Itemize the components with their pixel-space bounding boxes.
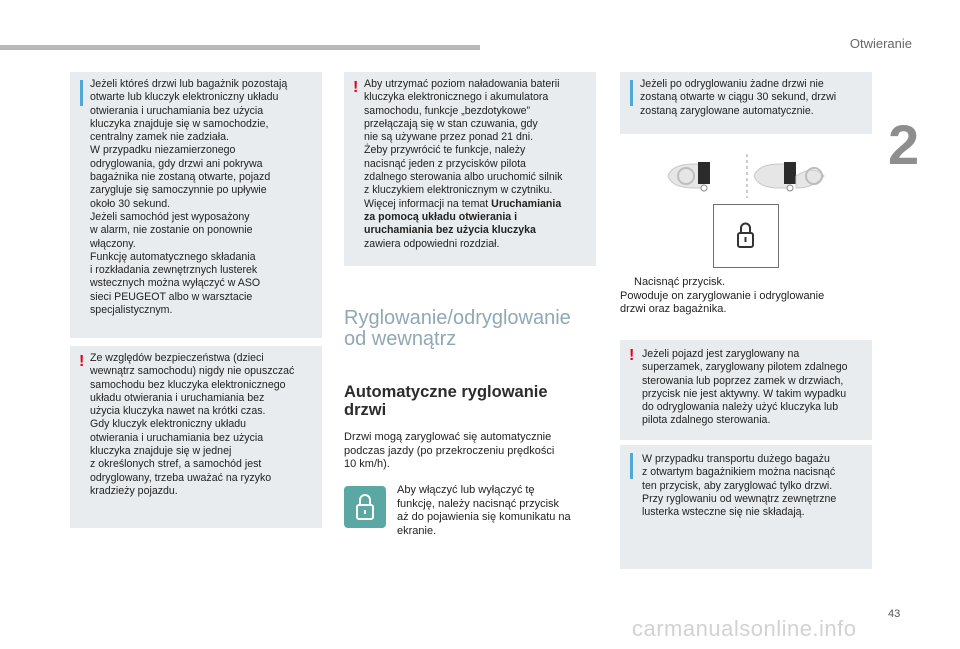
- warning-note-end: zawiera odpowiedni rozdział.: [364, 237, 500, 250]
- info-bar-icon: [630, 80, 633, 106]
- warning-note-right: [620, 340, 872, 440]
- warning-note-main: Aby utrzymać poziom naładowania baterii kluczyka elektronicznego i akumulatora samochodu, funkcje „bezdotykowe” przełączają się w stan czuwania, gdy nie są używane przez ponad 21 dni. Żeby przywrócić te funkcje, należy nacisnąć jeden z przycisków pilota zdalnego sterowania albo uruchomić silnik z kluczykiem elektronicznym w czytniku. Więcej informacji na temat: [364, 78, 563, 210]
- warning-icon: !: [629, 347, 635, 364]
- info-note-text: W przypadku transportu dużego bagażu z otwartym bagażnikiem można nacisnąć ten przycisk, aby zaryglować tylko drzwi. Przy ryglowaniu od wewnątrz zewnętrzne lusterka wsteczne się nie składają.: [642, 453, 837, 519]
- info-note-right-top: [620, 72, 872, 134]
- auto-lock-paragraph: Drzwi mogą zaryglować się automatycznie podczas jazdy (po przekroczeniu prędkości 10 km/h).: [344, 431, 555, 470]
- info-note-text: Jeżeli któreś drzwi lub bagażnik pozostają otwarte lub kluczyk elektroniczny układu otwierania i uruchamiania bez użycia kluczyka znajduje się w samochodzie, centralny zamek nie zadziała. W przypadku niezamierzonego odryglowania, gdy drzwi ani pokrywa bagażnika nie zostaną otwarte, pojazd zarygluje się samoczynnie po upływie około 30 sekund. Jeżeli samochód jest wyposażony w alarm, nie zostanie on ponownie włączony. Funkcję automatycznego składania i rozkładania zewnętrznych lusterek wstecznych można wyłączyć w ASO sieci PEUGEOT albo w warsztacie specjalistycznym.: [90, 78, 288, 317]
- info-note-right-bottom: [620, 445, 872, 569]
- press-button-instruction: [620, 276, 870, 317]
- lock-button-closeup: [713, 204, 779, 268]
- lock-button-illustration: [344, 486, 386, 528]
- warning-icon: !: [353, 79, 359, 96]
- warning-icon: !: [79, 353, 85, 370]
- subheading: Automatyczne ryglowanie drzwi: [344, 383, 548, 419]
- info-bar-icon: [80, 80, 83, 106]
- steering-wheel-icon: [664, 154, 830, 198]
- page-number: 43: [888, 608, 901, 620]
- warning-note-text: Ze względów bezpieczeństwa (dzieci wewnątrz samochodu) nigdy nie opuszczać samochodu bez kluczyka elektronicznego układu otwierania i uruchamiania bez użycia kluczyka nawet na krótki czas. Gdy kluczyk elektroniczny układu otwierania i uruchamiania bez użycia kluczyka znajduje się w jednej z określonych stref, a samochód jest odryglowany, trzeba uważać na ryzyko kradzieży pojazdu.: [90, 352, 295, 497]
- watermark: carmanualsonline.info: [632, 616, 857, 641]
- section-title: Otwieranie: [849, 36, 912, 51]
- warning-note-text: [364, 78, 594, 251]
- top-rule: [0, 45, 480, 50]
- info-note-left: [70, 72, 322, 338]
- warning-note-middle: [344, 72, 596, 266]
- section-heading: Ryglowanie/odryglowanie od wewnątrz: [344, 307, 571, 350]
- button-instruction: Aby włączyć lub wyłączyć tę funkcję, należy nacisnąć przycisk aż do pojawienia się komunikatu na ekranie.: [397, 484, 571, 537]
- lock-icon: [714, 205, 777, 266]
- instruction-text: Nacisnąć przycisk. Powoduje on zaryglowanie i odryglowanie drzwi oraz bagażnika.: [620, 276, 825, 315]
- info-note-text: Jeżeli po odryglowaniu żadne drzwi nie zostaną otwarte w ciągu 30 sekund, drzwi zostaną zaryglowane automatycznie.: [640, 78, 837, 117]
- chapter-number: 2: [888, 113, 920, 176]
- warning-note-link: Uruchamiania za pomocą układu otwierania i uruchamiania bez użycia kluczyka: [364, 197, 562, 237]
- lock-icon: [344, 486, 386, 528]
- warning-note-left: [70, 346, 322, 528]
- info-bar-icon: [630, 453, 633, 479]
- warning-note-text: Jeżeli pojazd jest zaryglowany na superzamek, zaryglowany pilotem zdalnego sterowania lub poprzez zamek w drzwiach, przycisk nie jest aktywny. W takim wypadku do odryglowania należy użyć kluczyka lub pilota zdalnego sterowania.: [642, 348, 848, 427]
- dashboard-illustration: [664, 154, 830, 198]
